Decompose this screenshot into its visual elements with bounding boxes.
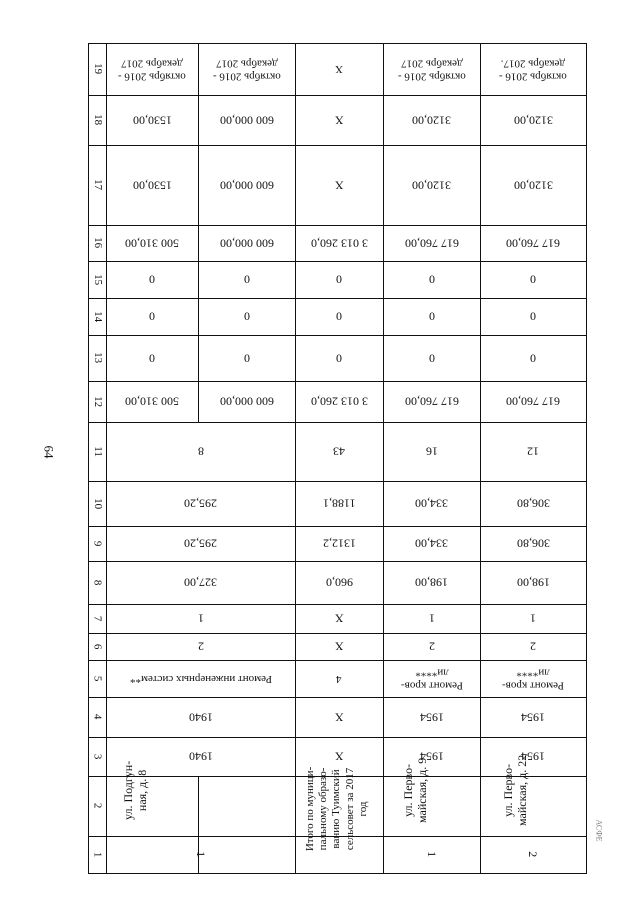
cell-row4-num xyxy=(480,836,586,873)
cell-row3-area_living xyxy=(383,526,480,561)
cell-row4-year_built xyxy=(480,737,586,776)
column-number-18-text: 18 xyxy=(91,114,104,126)
cell-row3-year_reconstructed-text: 1954 xyxy=(419,710,444,725)
cell-row0-cost_total-text: 500 310,00 xyxy=(125,394,179,409)
cell-row4-entrances xyxy=(480,604,586,633)
cell-row4-year_reconstructed-text: 1954 xyxy=(521,710,545,725)
column-number-4 xyxy=(88,697,106,737)
cell-row1-cost_owners-text: 600 000,00 xyxy=(219,236,274,251)
cell-row4-cost_fund-text: 0 xyxy=(530,351,536,366)
column-number-5 xyxy=(88,660,106,697)
cell-row4-area_living xyxy=(480,526,586,561)
cell-row0-work_type xyxy=(106,660,295,697)
column-number-13-text: 13 xyxy=(91,352,104,364)
cell-row2-area_total-text: 960,0 xyxy=(325,575,353,590)
column-number-2-text: 2 xyxy=(91,803,104,809)
cell-row1-cost_total xyxy=(198,381,295,422)
cell-row2-area_residential-text: 1188,1 xyxy=(322,496,356,511)
cell-row3-cost_budget xyxy=(383,298,480,335)
cell-row4-area_residential xyxy=(480,481,586,526)
cell-row0-cost_total xyxy=(106,381,198,422)
cell-row0-residents xyxy=(106,422,295,481)
cell-row3-cost_fund-text: 0 xyxy=(428,351,435,366)
cell-row0-year_reconstructed xyxy=(106,697,295,737)
cell-row2-residents xyxy=(295,422,383,481)
cell-row2-deadline-text: X xyxy=(335,63,343,76)
cell-row4-year_built-text: 1954 xyxy=(521,749,545,764)
cell-row2-max_unit_cost xyxy=(295,95,383,145)
cell-row3-cost_total xyxy=(383,381,480,422)
cell-row4-unit_cost-text: 3120,00 xyxy=(513,178,553,193)
cell-row4-cost_total xyxy=(480,381,586,422)
cell-row3-area_residential xyxy=(383,481,480,526)
cell-row3-cost_budget-text: 0 xyxy=(428,309,435,324)
column-number-9 xyxy=(88,526,106,561)
column-number-17-text: 17 xyxy=(91,179,104,191)
cell-row2-entrances-text: X xyxy=(334,611,344,626)
cell-row2-cost_fund xyxy=(295,335,383,381)
cell-row0-year_reconstructed-text: 1940 xyxy=(188,710,213,725)
cell-row4-work_type-text: Ремонт кров- ли**** xyxy=(502,666,564,692)
cell-row2-cost_local xyxy=(295,261,383,298)
cell-row0-residents-text: 8 xyxy=(197,444,204,459)
cell-row0-year_built-text: 1940 xyxy=(188,749,213,764)
cell-row3-cost_local xyxy=(383,261,480,298)
grid-line-horizontal xyxy=(88,873,587,874)
column-number-1 xyxy=(88,836,106,873)
cell-row2-cost_owners xyxy=(295,225,383,261)
cell-row3-num xyxy=(383,836,480,873)
cell-row0-area_residential-text: 295,20 xyxy=(184,496,217,511)
cell-row3-deadline-text: октябрь 2016 - декабрь 2017 xyxy=(397,57,466,83)
column-number-19-text: 19 xyxy=(91,63,104,75)
cell-row3-year_built xyxy=(383,737,480,776)
cell-row4-cost_local-text: 0 xyxy=(530,272,536,287)
cell-row1-deadline-text: октябрь 2016 - декабрь 2017 xyxy=(212,57,281,83)
column-number-18 xyxy=(88,95,106,145)
cell-row4-cost_total-text: 617 760,00 xyxy=(506,394,560,409)
cell-row4-num-text: 2 xyxy=(526,851,541,858)
cell-row4-max_unit_cost xyxy=(480,95,586,145)
cell-row4-deadline xyxy=(480,43,586,95)
cell-row2-area_residential xyxy=(295,481,383,526)
cell-row3-floors xyxy=(383,633,480,660)
cell-row4-unit_cost xyxy=(480,145,586,225)
cell-row3-residents xyxy=(383,422,480,481)
cell-row3-entrances xyxy=(383,604,480,633)
column-number-4-text: 4 xyxy=(91,714,104,720)
cell-row4-area_living-text: 306,80 xyxy=(516,536,550,551)
cell-row2-floors xyxy=(295,633,383,660)
cell-row0-area_living xyxy=(106,526,295,561)
cell-row0-area_living-text: 295,20 xyxy=(184,536,217,551)
cell-row2-cost_fund-text: 0 xyxy=(336,351,342,366)
column-number-12 xyxy=(88,381,106,422)
cell-row0-entrances xyxy=(106,604,295,633)
cell-row2-year_built-text: X xyxy=(334,749,344,764)
cell-row4-area_total-text: 198,00 xyxy=(516,575,550,590)
cell-row3-deadline xyxy=(383,43,480,95)
column-number-8 xyxy=(88,561,106,604)
column-number-15-text: 15 xyxy=(91,274,104,285)
cell-row0-num xyxy=(106,836,295,873)
page-number: 64 xyxy=(41,445,57,459)
column-number-6 xyxy=(88,633,106,660)
cell-row1-unit_cost-text: 600 000,00 xyxy=(219,178,274,193)
cell-row2-unit_cost xyxy=(295,145,383,225)
cell-row1-unit_cost xyxy=(198,145,295,225)
cell-row0-entrances-text: 1 xyxy=(197,611,204,626)
cell-row1-cost_budget-text: 0 xyxy=(243,309,250,324)
cell-row2-year_reconstructed-text: X xyxy=(334,710,344,725)
cell-row3-cost_owners-text: 617 760,00 xyxy=(404,236,459,251)
column-number-11-text: 11 xyxy=(91,446,104,457)
cell-row4-max_unit_cost-text: 3120,00 xyxy=(513,113,553,128)
cell-row4-floors xyxy=(480,633,586,660)
cell-row4-cost_owners xyxy=(480,225,586,261)
cell-row0-deadline-text: октябрь 2016 - декабрь 2017 xyxy=(118,57,186,83)
cell-row1-max_unit_cost-text: 600 000,00 xyxy=(219,113,274,128)
column-number-14-text: 14 xyxy=(91,311,104,322)
cell-row2-unit_cost-text: X xyxy=(334,178,344,193)
cell-row3-area_residential-text: 334,00 xyxy=(415,496,448,511)
cell-row4-residents xyxy=(480,422,586,481)
cell-row0-deadline xyxy=(106,43,198,95)
cell-row4-entrances-text: 1 xyxy=(530,611,536,626)
cell-row3-residents-text: 16 xyxy=(425,444,438,459)
cell-row0-cost_budget xyxy=(106,298,198,335)
cell-row3-unit_cost-text: 3120,00 xyxy=(412,178,451,193)
cell-row0-area_residential xyxy=(106,481,295,526)
cell-row0-cost_budget-text: 0 xyxy=(149,309,155,324)
column-number-10 xyxy=(88,481,106,526)
cell-row4-address-text: ул. Перво- майская, д. 22 xyxy=(501,754,530,826)
cell-row1-cost_local xyxy=(198,261,295,298)
cell-row2-work_type xyxy=(295,660,383,697)
column-number-11 xyxy=(88,422,106,481)
column-number-3 xyxy=(88,737,106,776)
cell-row4-year_reconstructed xyxy=(480,697,586,737)
cell-row4-cost_owners-text: 617 760,00 xyxy=(506,236,560,251)
cell-row2-floors-text: X xyxy=(334,639,344,654)
cell-row2-cost_local-text: 0 xyxy=(336,272,342,287)
cell-row4-cost_budget xyxy=(480,298,586,335)
cell-row1-cost_local-text: 0 xyxy=(243,272,250,287)
cell-row2-area_total xyxy=(295,561,383,604)
cell-row2-cost_owners-text: 3 013 260,0 xyxy=(310,236,368,251)
cell-row0-unit_cost xyxy=(106,145,198,225)
cell-row2-cost_total-text: 3 013 260,0 xyxy=(310,394,368,409)
archive-stamp: АСФЕ xyxy=(594,819,604,842)
cell-row3-num-text: 1 xyxy=(424,851,439,858)
cell-row0-address xyxy=(106,760,295,836)
cell-row0-floors-text: 2 xyxy=(197,639,204,654)
cell-row0-cost_local-text: 0 xyxy=(149,272,155,287)
cell-row2-cost_budget xyxy=(295,298,383,335)
cell-row3-cost_owners xyxy=(383,225,480,261)
budget-table xyxy=(88,43,586,873)
cell-row0-cost_local xyxy=(106,261,198,298)
cell-row2-deadline xyxy=(295,43,383,95)
column-number-7 xyxy=(88,604,106,633)
cell-row4-cost_budget-text: 0 xyxy=(530,309,536,324)
column-number-17 xyxy=(88,145,106,225)
column-number-10-text: 10 xyxy=(91,498,104,509)
cell-row0-cost_owners-text: 500 310,00 xyxy=(125,236,179,251)
cell-row4-area_residential-text: 306,80 xyxy=(516,496,550,511)
cell-row1-deadline xyxy=(198,43,295,95)
cell-row2-year_reconstructed xyxy=(295,697,383,737)
cell-row1-max_unit_cost xyxy=(198,95,295,145)
cell-row1-cost_budget xyxy=(198,298,295,335)
cell-row4-area_total xyxy=(480,561,586,604)
column-number-3-text: 3 xyxy=(91,753,104,760)
cell-row4-cost_fund xyxy=(480,335,586,381)
column-number-14 xyxy=(88,298,106,335)
cell-row4-floors-text: 2 xyxy=(530,639,536,654)
cell-row1-cost_total-text: 600 000,00 xyxy=(219,394,274,409)
column-number-15 xyxy=(88,261,106,298)
cell-row3-address xyxy=(383,757,480,836)
column-number-19 xyxy=(88,43,106,95)
column-number-7-text: 7 xyxy=(91,615,104,622)
cell-row3-floors-text: 2 xyxy=(428,639,435,654)
cell-row3-cost_local-text: 0 xyxy=(428,272,435,287)
cell-row0-max_unit_cost xyxy=(106,95,198,145)
cell-row3-unit_cost xyxy=(383,145,480,225)
cell-row1-cost_fund xyxy=(198,335,295,381)
cell-row3-cost_fund xyxy=(383,335,480,381)
cell-row0-area_total-text: 327,00 xyxy=(184,575,217,590)
cell-row0-num-text: 1 xyxy=(193,851,208,858)
cell-row0-max_unit_cost-text: 1530,00 xyxy=(132,113,172,128)
cell-row3-year_reconstructed xyxy=(383,697,480,737)
cell-row4-cost_local xyxy=(480,261,586,298)
cell-row4-work_type xyxy=(480,660,586,697)
cell-row0-cost_fund xyxy=(106,335,198,381)
cell-row4-deadline-text: октябрь 2016 - декабрь 2017. xyxy=(499,57,567,83)
cell-row0-unit_cost-text: 1530,00 xyxy=(132,178,172,193)
cell-row3-area_total xyxy=(383,561,480,604)
cell-row0-floors xyxy=(106,633,295,660)
cell-row2-residents-text: 43 xyxy=(333,444,345,459)
cell-row2-address-text: Итого по муници- пальному образо- ванию Туимский сельсовет за 2017 год xyxy=(304,766,369,852)
cell-row3-max_unit_cost xyxy=(383,95,480,145)
cell-row0-address-text: ул. Подгун- ная, д. 8 xyxy=(121,760,150,821)
cell-row0-work_type-text: Ремонт инженерных систем** xyxy=(129,673,272,686)
grid-line-vertical xyxy=(586,43,587,874)
cell-row3-entrances-text: 1 xyxy=(428,611,435,626)
cell-row2-max_unit_cost-text: X xyxy=(334,113,344,128)
cell-row2-entrances xyxy=(295,604,383,633)
column-number-6-text: 6 xyxy=(91,643,104,650)
cell-row2-area_living-text: 1312,2 xyxy=(322,536,356,551)
cell-row0-area_total xyxy=(106,561,295,604)
column-number-16-text: 16 xyxy=(91,237,104,249)
cell-row1-cost_fund-text: 0 xyxy=(243,351,250,366)
cell-row2-cost_total xyxy=(295,381,383,422)
cell-row3-area_living-text: 334,00 xyxy=(415,536,448,551)
cell-row3-cost_total-text: 617 760,00 xyxy=(404,394,459,409)
cell-row3-work_type xyxy=(383,660,480,697)
column-number-5-text: 5 xyxy=(91,675,104,682)
cell-row0-cost_owners xyxy=(106,225,198,261)
cell-row3-max_unit_cost-text: 3120,00 xyxy=(412,113,451,128)
cell-row2-cost_budget-text: 0 xyxy=(336,309,342,324)
column-number-13 xyxy=(88,335,106,381)
cell-row4-residents-text: 12 xyxy=(527,444,539,459)
cell-row3-year_built-text: 1954 xyxy=(419,749,444,764)
cell-row0-cost_fund-text: 0 xyxy=(149,351,155,366)
cell-row2-year_built xyxy=(295,737,383,776)
cell-row2-address xyxy=(295,766,383,852)
cell-row1-cost_owners xyxy=(198,225,295,261)
column-number-2 xyxy=(88,776,106,836)
cell-row3-address-text: ул. Перво- майская, д. 9 xyxy=(401,757,430,823)
cell-row2-work_type-text: 4 xyxy=(336,673,342,686)
column-number-8-text: 8 xyxy=(91,579,104,586)
cell-row2-area_living xyxy=(295,526,383,561)
cell-row3-area_total-text: 198,00 xyxy=(415,575,448,590)
column-number-12-text: 12 xyxy=(91,396,104,407)
column-number-16 xyxy=(88,225,106,261)
column-number-1-text: 1 xyxy=(91,851,104,858)
cell-row0-year_built xyxy=(106,737,295,776)
cell-row3-work_type-text: Ремонт кров- ли**** xyxy=(400,666,463,692)
column-number-9-text: 9 xyxy=(91,540,104,547)
